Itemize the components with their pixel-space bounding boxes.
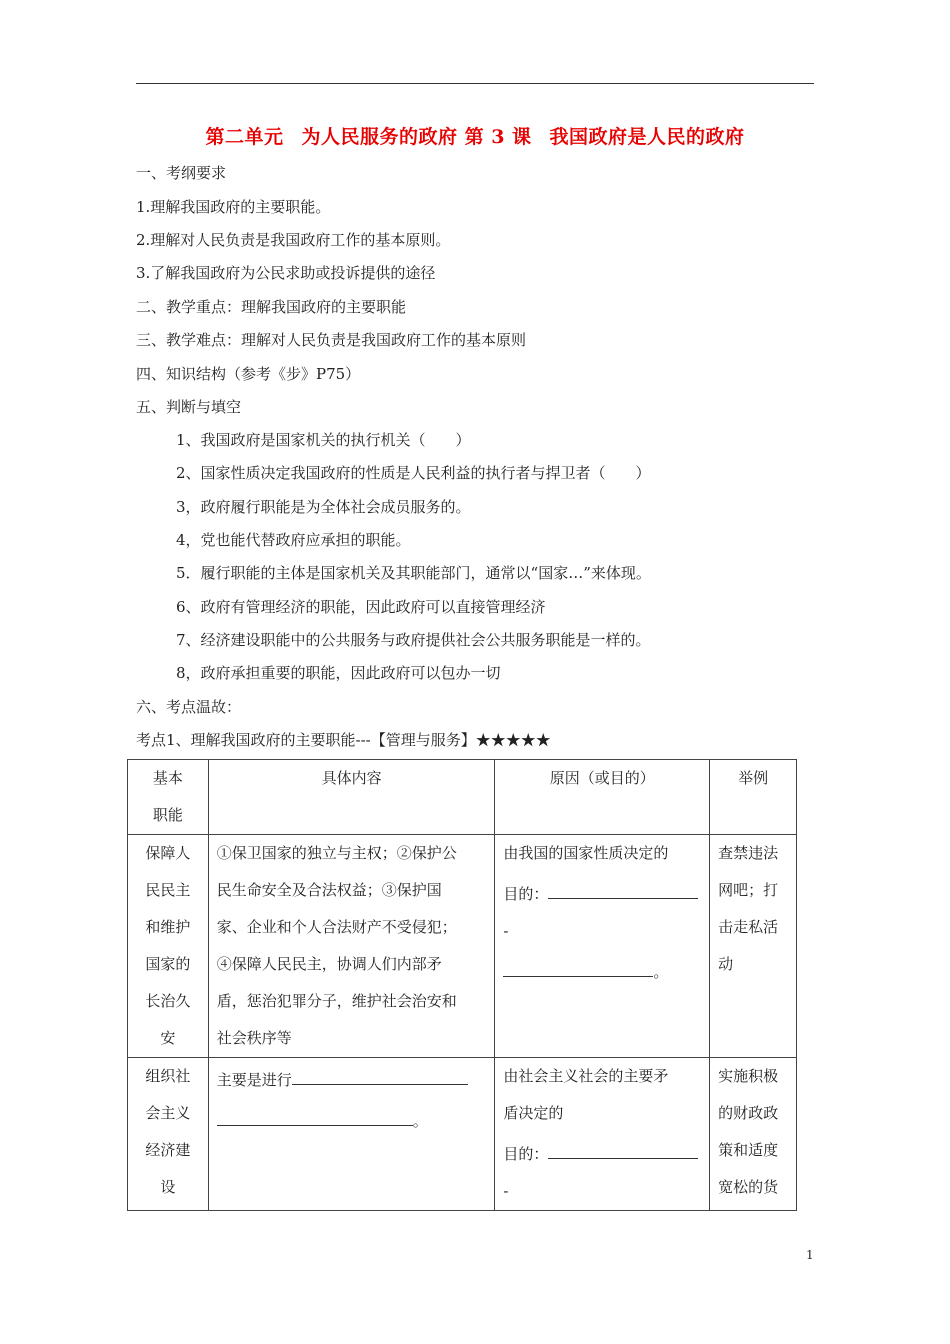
- header-reason: 原因（或目的）: [495, 760, 710, 835]
- row1-reason: 由我国的国家性质决定的 目的： - 。: [495, 835, 710, 1058]
- row2-example: 实施积极 的财政政 策和适度 宽松的货: [710, 1058, 797, 1211]
- judgment-item: 2、国家性质决定我国政府的性质是人民利益的执行者与捍卫者（ ）: [176, 464, 651, 482]
- judgment-item: 8，政府承担重要的职能，因此政府可以包办一切: [176, 664, 501, 682]
- judgment-item: 5．履行职能的主体是国家机关及其职能部门，通常以“国家…”来体现。: [176, 564, 651, 582]
- title-unit-name: 为人民服务的政府: [301, 126, 458, 148]
- header-example: 举例: [710, 760, 797, 835]
- page-number: 1: [806, 1248, 814, 1262]
- fill-blank[interactable]: [292, 1058, 468, 1085]
- judgment-item: 1、我国政府是国家机关的执行机关（ ）: [176, 431, 471, 449]
- requirement-item: 3.了解我国政府为公民求助或投诉提供的途径: [136, 264, 436, 282]
- row2-function: 组织社 会主义 经济建 设: [128, 1058, 209, 1211]
- table-row: [128, 1058, 797, 1211]
- section-heading-6: 六、考点温故：: [136, 698, 242, 716]
- page-title: [0, 122, 950, 149]
- fill-blank[interactable]: [217, 1099, 413, 1126]
- title-lesson-name: 我国政府是人民的政府: [549, 126, 745, 148]
- row1-function: 保障人 民民主 和维护 国家的 长治久 安: [128, 835, 209, 1058]
- functions-table: [127, 759, 797, 1211]
- row2-reason: 由社会主义社会的主要矛 盾决定的 目的： -: [495, 1058, 710, 1211]
- row2-content: 主要是进行 。: [208, 1058, 495, 1211]
- title-lesson: 第 3 课: [464, 126, 532, 148]
- section-heading-2: 二、教学重点：理解我国政府的主要职能: [136, 298, 407, 316]
- judgment-item: 3，政府履行职能是为全体社会成员服务的。: [176, 498, 471, 516]
- header-rule: [136, 83, 814, 84]
- judgment-item: 4，党也能代替政府应承担的职能。: [176, 531, 411, 549]
- requirement-item: 1.理解我国政府的主要职能。: [136, 198, 331, 216]
- section-heading-1: 一、考纲要求: [136, 164, 227, 182]
- row1-content: ①保卫国家的独立与主权；②保护公 民生命安全及合法权益；③保护国 家、企业和个人合法财产不受侵犯； ④保障人民民主，协调人们内部矛 盾，惩治犯罪分子，维护社会治安和 社会秩序等: [208, 835, 495, 1058]
- fill-blank[interactable]: [548, 872, 698, 899]
- title-unit: 第二单元: [205, 126, 284, 148]
- header-basic-function: 基本 职能: [128, 760, 209, 835]
- section-heading-4: 四、知识结构（参考《步》P75）: [136, 365, 361, 383]
- judgment-item: 6、政府有管理经济的职能，因此政府可以直接管理经济: [176, 598, 546, 616]
- key-point-1: 考点1、理解我国政府的主要职能---【管理与服务】★★★★★: [136, 731, 551, 749]
- table-row: [128, 835, 797, 1058]
- row1-example: 查禁违法 网吧；打 击走私活 动: [710, 835, 797, 1058]
- section-heading-5: 五、判断与填空: [136, 398, 242, 416]
- judgment-item: 7、经济建设职能中的公共服务与政府提供社会公共服务职能是一样的。: [176, 631, 651, 649]
- header-content: 具体内容: [208, 760, 495, 835]
- section-heading-3: 三、教学难点：理解对人民负责是我国政府工作的基本原则: [136, 331, 527, 349]
- requirement-item: 2.理解对人民负责是我国政府工作的基本原则。: [136, 231, 451, 249]
- fill-blank[interactable]: [548, 1132, 698, 1159]
- fill-blank[interactable]: [503, 950, 653, 977]
- table-header-row: [128, 760, 797, 835]
